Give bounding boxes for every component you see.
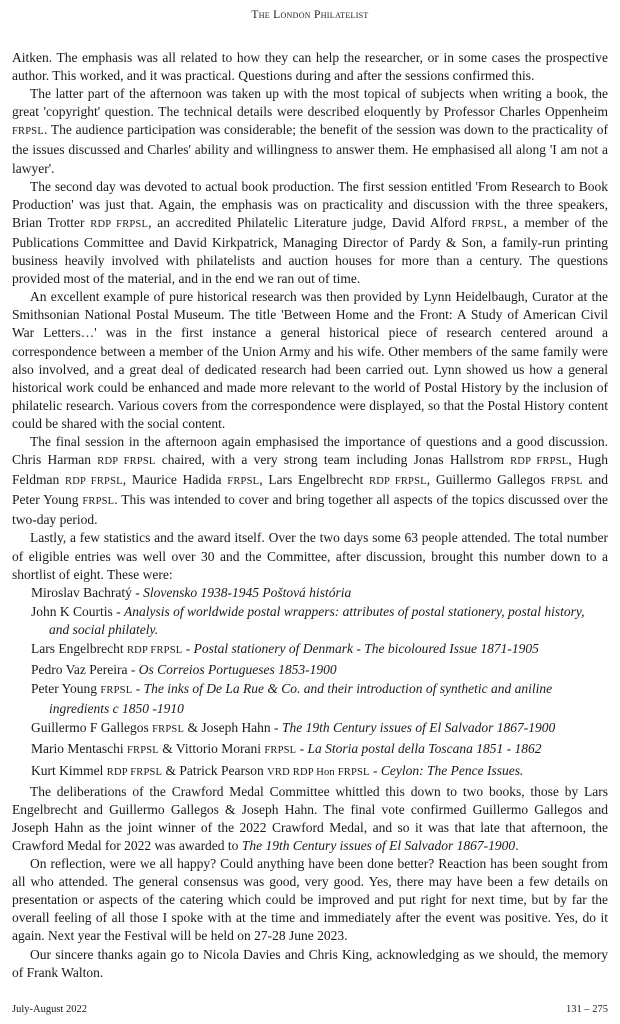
shortlist (12, 584, 608, 782)
paragraph: On reflection, were we all happy? Could anything have been done better? Reaction has been sought from all who attended. The general consensus was good, very good. Yes, there may have been a few details on presentation or aspects of the catering which could be improved and put right for next time, but by far the overall feeling of all those I spoke with at the time and immediately after the event was positive. Yes, do it again. Next year the Festival will be held on 27-28 June 2023. (12, 856, 608, 944)
paragraph: Lastly, a few statistics and the award itself. Over the two days some 63 people attended. The total number of eligible entries was well over 30 and the Committee, after discussion, brought this number down to a shortlist of eight. These were: (12, 530, 608, 582)
list-item: Mario Mentaschi FRPSL & Vittorio Morani FRPSL - La Storia postal della Toscana 1851 - 1862 (31, 741, 542, 757)
postnominal: RDP FRPSL (90, 218, 149, 230)
postnominal: FRPSL (82, 496, 115, 508)
paragraph: Our sincere thanks again go to Nicola Davies and Chris King, acknowledging as we should, the memory of Frank Walton. (12, 946, 608, 980)
paragraph: An excellent example of pure historical research was then provided by Lynn Heidelbaugh, Curator at the Smithsonian National Postal Museum. The title 'Between Home and the Front: A Study of American Civil War Letters…' was in the first instance a general historical piece of research centered around a correspondence between a member of the Union Army and his wife. Other members of the same family were also involved, and a great deal of dedicated research had been carried out. Lynn showed us how a general historical work could be enhanced and made more relevant to the world of Postal History by the inclusion of philatelic research. Various covers from the correspondence were displayed, so that the Postal History content could be shared with the social content. (12, 289, 608, 431)
list-item: Lars Engelbrecht RDP FRPSL - Postal stationery of Denmark - The bicoloured Issue 1871-1905 (31, 641, 539, 656)
paragraph: The deliberations of the Crawford Medal Committee whittled this down to two books, those by Lars Engelbrecht and Guillermo Gallegos & Joseph Hahn. The final vote confirmed Guillermo Gallegos and Joseph Hahn as the joint winner of the 2022 Crawford Medal, and so it was that late that afternoon, the Crawford Medal for 2022 was awarded to The 19th Century issues of El Salvador 1867-1900. (12, 783, 608, 853)
paragraph: The latter part of the afternoon was taken up with the most topical of subjects when writing a book, the great 'copyright' question. The technical details were described eloquently by Professor Charles Oppenheim FRPSL. The audience participation was considerable; the benefit of the session was down to the practicality of the issues discussed and Charles' ability and willingness to answer them. He emphasised all along 'I am not a lawyer'. (12, 86, 608, 176)
list-item: Kurt Kimmel RDP FRPSL & Patrick Pearson VRD RDP Hon FRPSL - Ceylon: The Pence Issues. (31, 762, 524, 778)
list-item: Miroslav Bachratý - Slovensko 1938-1945 Poštová história (31, 584, 352, 600)
list-item: Peter Young FRPSL - The inks of De La Rue & Co. and their introduction of synthetic and aniline ingredients c 1850 -1910 (31, 681, 553, 717)
postnominal: RDP FRPSL (64, 476, 123, 488)
postnominal: RDP FRPSL (510, 456, 569, 468)
postnominal: FRPSL (550, 476, 583, 488)
postnominal: FRPSL (471, 218, 504, 230)
postnominal: FRPSL (227, 476, 260, 488)
postnominal: RDP FRPSL (97, 456, 156, 468)
postnominal: FRPSL (12, 126, 44, 138)
footer-page-number: 131 – 275 (566, 1004, 608, 1015)
list-item: Guillermo F Gallegos FRPSL & Joseph Hahn - The 19th Century issues of El Salvador 1867-1900 (31, 720, 556, 736)
article-body (12, 49, 608, 982)
postnominal: RDP FRPSL (369, 476, 427, 488)
paragraph: Aitken. The emphasis was all related to how they can help the researcher, or in some cases the prospective author. This worked, and it was practical. Questions during and after the sessions confirmed this. (12, 50, 608, 84)
paragraph: The final session in the afternoon again emphasised the importance of questions and a good discussion. Chris Harman RDP FRPSL chaired, with a very strong team including Jonas Hallstrom RDP FRPSL, Hugh Feldman RDP FRPSL, Maurice Hadida FRPSL, Lars Engelbrecht RDP FRPSL, Guillermo Gallegos FRPSL and Peter Young FRPSL. This was intended to cover and bring together all aspects of the topics discussed over the two-day period. (12, 433, 609, 528)
running-header: The London Philatelist (251, 9, 369, 21)
footer-date: July-August 2022 (12, 1004, 87, 1015)
paragraph: The second day was devoted to actual book production. The first session entitled 'From Research to Book Production' was just that. Again, the emphasis was on practicality and discussion with the three speakers, Brian Trotter RDP FRPSL, an accredited Philatelic Literature judge, David Alford FRPSL, a member of the Publications Committee and David Kirkpatrick, Managing Director of Pardy & Son, a family-run printing business heavily involved with philatelists and auction houses for more than a century. The questions provided most of the material, and in the end we ran out of time. (12, 178, 608, 287)
list-item: Pedro Vaz Pereira - Os Correios Portugueses 1853-1900 (31, 662, 337, 678)
list-item: John K Courtis - Analysis of worldwide postal wrappers: attributes of postal stationery, postal history, and social philately. (31, 603, 585, 637)
